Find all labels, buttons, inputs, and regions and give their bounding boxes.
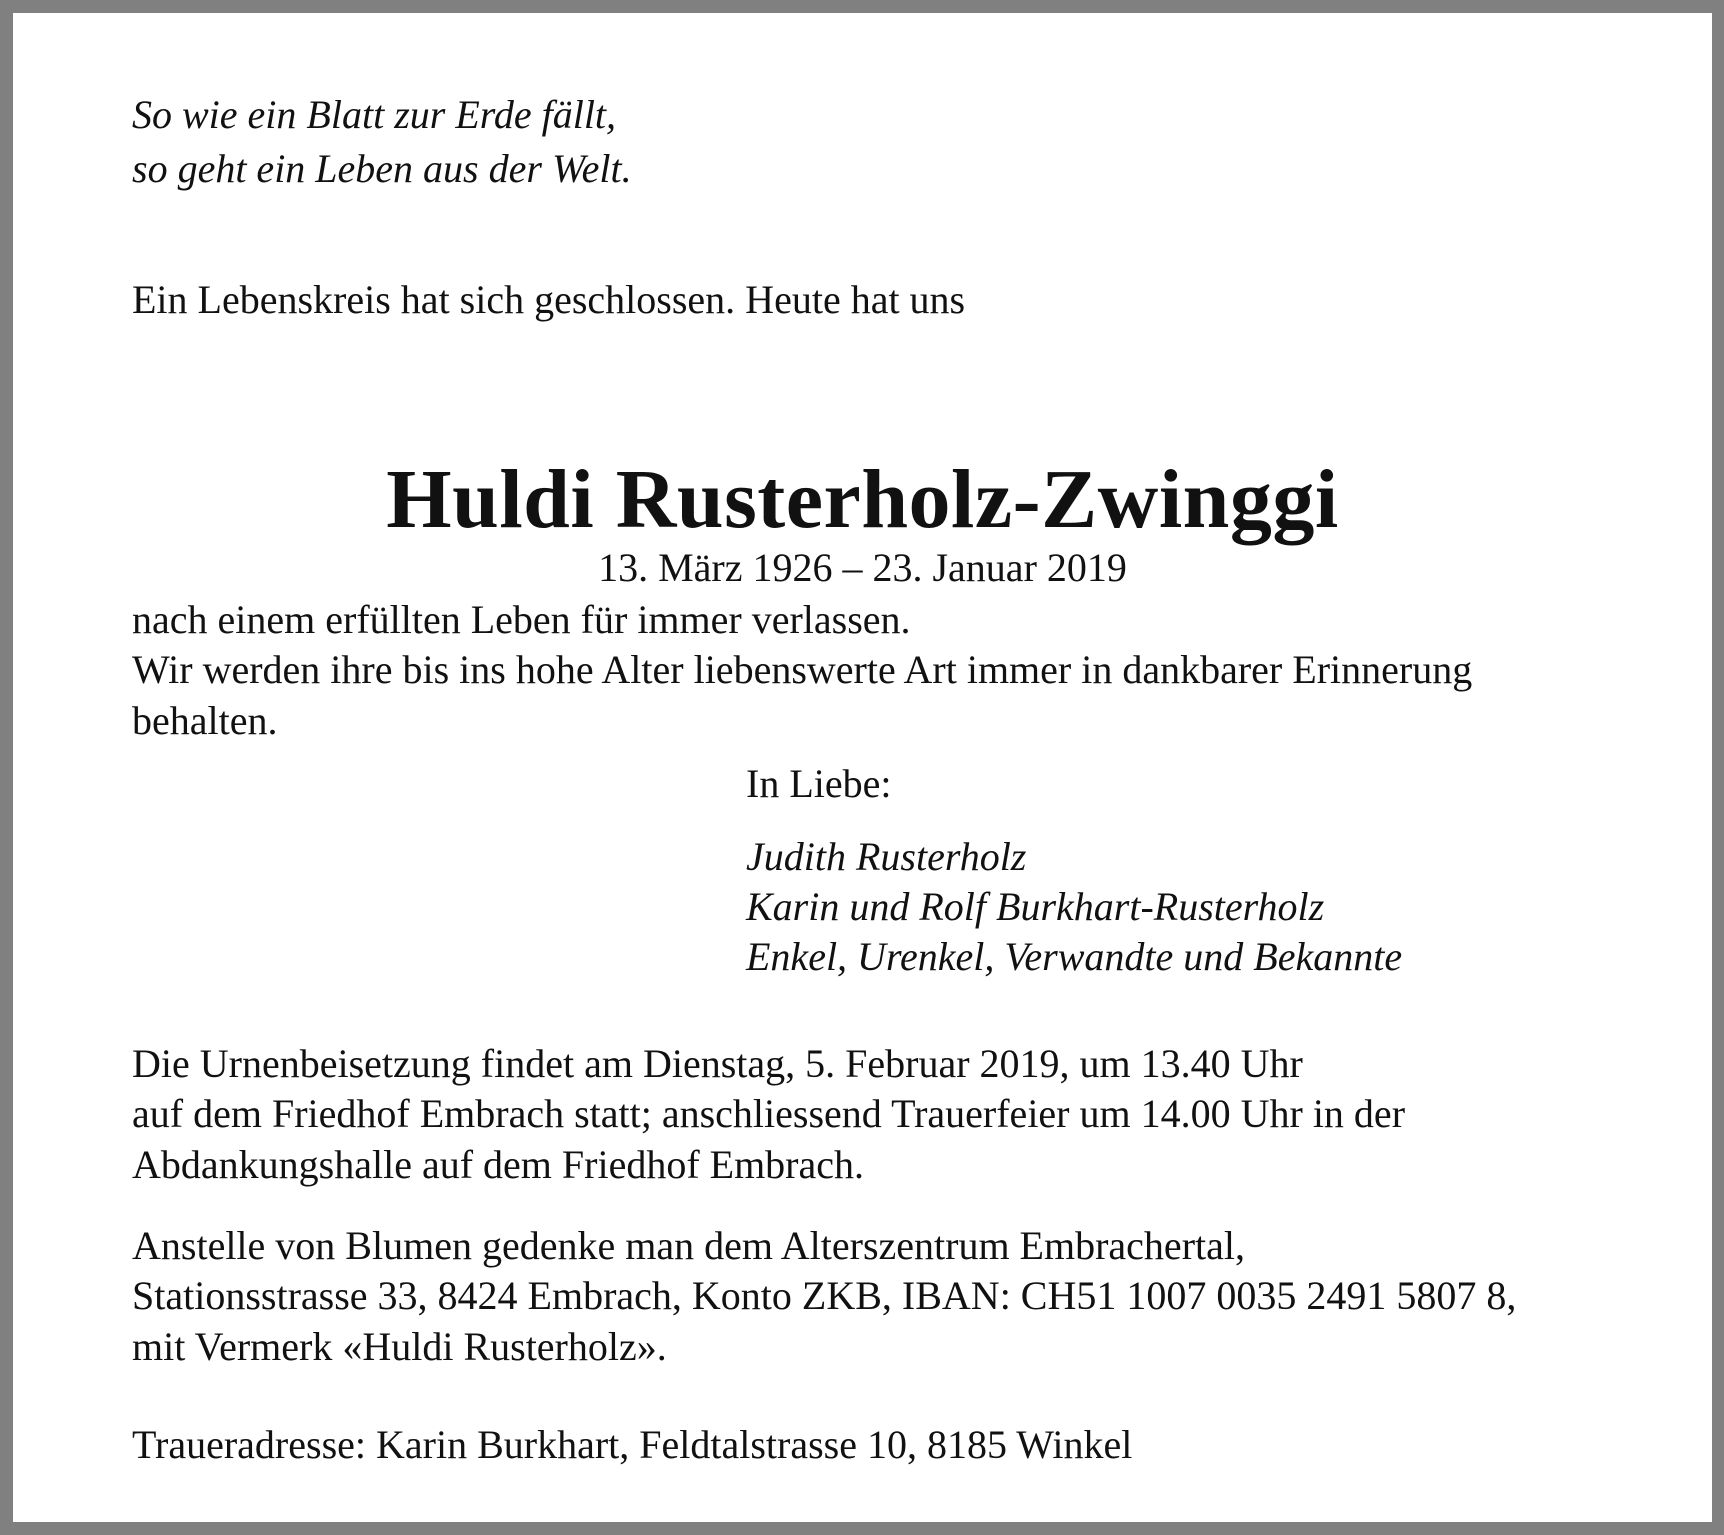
funeral-line-1: Die Urnenbeisetzung findet am Dienstag, 5. Februar 2019, um 13.40 Uhr bbox=[132, 1041, 1303, 1086]
mourning-address: Traueradresse: Karin Burkhart, Feldtalstrasse 10, 8185 Winkel bbox=[132, 1422, 1133, 1467]
message-line-1: nach einem erfüllten Leben für immer verlassen. bbox=[132, 597, 911, 642]
mourner-name: Karin und Rolf Burkhart-Rusterholz bbox=[746, 884, 1325, 929]
mourners-heading: In Liebe: bbox=[746, 761, 892, 806]
donation-line-1: Anstelle von Blumen gedenke man dem Alterszentrum Embrachertal, bbox=[132, 1223, 1245, 1268]
donation-line-3: mit Vermerk «Huldi Rusterholz». bbox=[132, 1324, 667, 1369]
mourner-name: Judith Rusterholz bbox=[746, 834, 1027, 879]
obituary-notice bbox=[13, 13, 1712, 1522]
donation-line-2: Stationsstrasse 33, 8424 Embrach, Konto ZKB, IBAN: CH51 1007 0035 2491 5807 8, bbox=[132, 1273, 1517, 1318]
mourner-name: Enkel, Urenkel, Verwandte und Bekannte bbox=[746, 934, 1403, 979]
funeral-line-3: Abdankungshalle auf dem Friedhof Embrach. bbox=[132, 1142, 865, 1187]
life-dates: 13. März 1926 – 23. Januar 2019 bbox=[598, 545, 1127, 590]
message-line-3: behalten. bbox=[132, 698, 278, 743]
message-line-2: Wir werden ihre bis ins hohe Alter liebenswerte Art immer in dankbarer Erinnerung bbox=[132, 647, 1473, 692]
intro-text: Ein Lebenskreis hat sich geschlossen. Heute hat uns bbox=[132, 277, 966, 322]
motto-line-2: so geht ein Leben aus der Welt. bbox=[132, 146, 632, 191]
deceased-name: Huldi Rusterholz-Zwinggi bbox=[386, 453, 1339, 547]
funeral-line-2: auf dem Friedhof Embrach statt; anschliessend Trauerfeier um 14.00 Uhr in der bbox=[132, 1091, 1406, 1136]
motto-line-1: So wie ein Blatt zur Erde fällt, bbox=[132, 92, 617, 137]
